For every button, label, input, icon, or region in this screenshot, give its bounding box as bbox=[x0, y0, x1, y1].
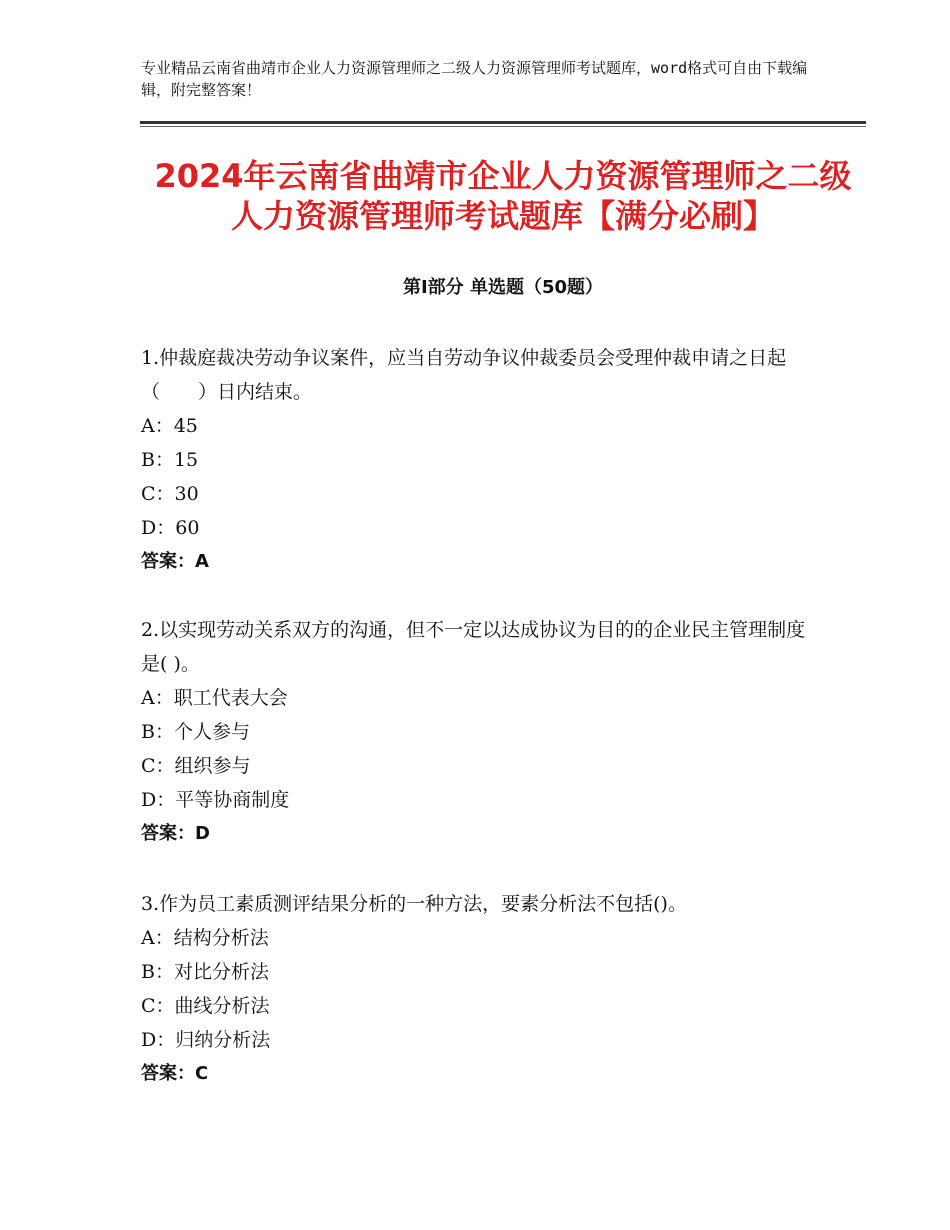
question-block bbox=[141, 613, 821, 851]
question-block bbox=[141, 341, 821, 579]
answer-line: 答案：A bbox=[141, 551, 209, 572]
option-a: A：结构分析法 bbox=[141, 927, 269, 949]
answer-line: 答案：D bbox=[141, 823, 210, 844]
answer-line: 答案：C bbox=[141, 1063, 209, 1084]
option-b: B：15 bbox=[141, 449, 199, 471]
option-b: B：个人参与 bbox=[141, 721, 250, 743]
option-a: A：职工代表大会 bbox=[141, 687, 288, 709]
option-c: C：30 bbox=[141, 483, 199, 505]
part-heading: 第Ⅰ部分 单选题（50题） bbox=[402, 277, 603, 298]
option-d: D：平等协商制度 bbox=[141, 789, 290, 811]
header-divider-thin bbox=[140, 126, 866, 127]
option-c: C：曲线分析法 bbox=[141, 995, 270, 1017]
question-stem: 1.仲裁庭裁决劳动争议案件，应当自劳动争议仲裁委员会受理仲裁申请之日起（ ）日内结束。 bbox=[141, 347, 787, 403]
question-stem: 2.以实现劳动关系双方的沟通，但不一定以达成协议为目的的企业民主管理制度是( )。 bbox=[141, 619, 806, 675]
option-b: B：对比分析法 bbox=[141, 961, 269, 983]
header-divider-thick bbox=[140, 121, 866, 124]
question-stem: 3.作为员工素质测评结果分析的一种方法，要素分析法不包括()。 bbox=[141, 893, 687, 915]
header-note: 专业精品云南省曲靖市企业人力资源管理师之二级人力资源管理师考试题库，word格式可自由下载编辑，附完整答案！ bbox=[141, 59, 808, 99]
option-d: D：60 bbox=[141, 517, 200, 539]
option-a: A：45 bbox=[141, 415, 198, 437]
option-c: C：组织参与 bbox=[141, 755, 251, 777]
document-title: 2024年云南省曲靖市企业人力资源管理师之二级人力资源管理师考试题库【满分必刷】 bbox=[154, 157, 852, 235]
question-block bbox=[141, 887, 821, 1091]
option-d: D：归纳分析法 bbox=[141, 1029, 271, 1051]
